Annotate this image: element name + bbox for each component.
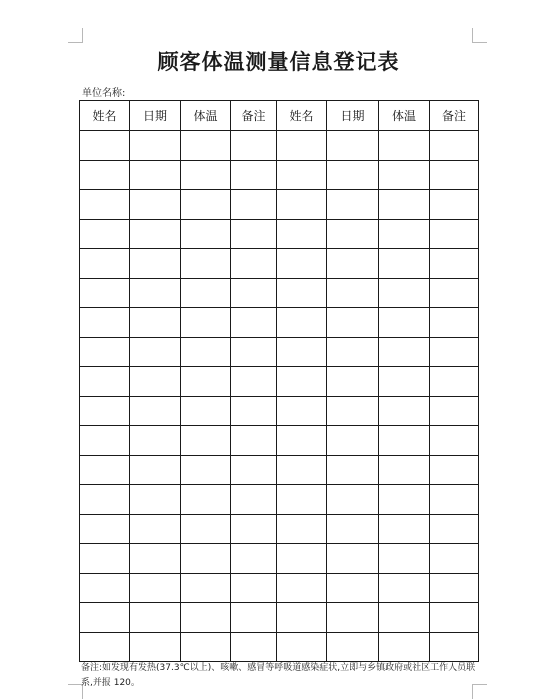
cell-name[interactable] bbox=[80, 514, 130, 544]
cell-date[interactable] bbox=[327, 426, 379, 456]
cell-remarks[interactable] bbox=[231, 160, 277, 190]
cell-date[interactable] bbox=[130, 219, 181, 249]
cell-temperature[interactable] bbox=[181, 337, 231, 367]
cell-name[interactable] bbox=[277, 190, 327, 220]
cell-temperature[interactable] bbox=[181, 632, 231, 662]
cell-date[interactable] bbox=[327, 632, 379, 662]
cell-name[interactable] bbox=[277, 573, 327, 603]
table-header-row bbox=[80, 101, 479, 131]
cell-temperature[interactable] bbox=[379, 337, 430, 367]
column-header-remarks: 备注 bbox=[231, 101, 277, 131]
cell-remarks[interactable] bbox=[430, 190, 479, 220]
cell-name[interactable] bbox=[277, 455, 327, 485]
cell-name[interactable] bbox=[277, 485, 327, 515]
cell-remarks[interactable] bbox=[430, 603, 479, 633]
cell-name[interactable] bbox=[277, 632, 327, 662]
table-row bbox=[80, 249, 479, 279]
cell-remarks[interactable] bbox=[231, 396, 277, 426]
cell-temperature[interactable] bbox=[379, 249, 430, 279]
cell-date[interactable] bbox=[130, 514, 181, 544]
column-header-name: 姓名 bbox=[277, 101, 327, 131]
cell-remarks[interactable] bbox=[430, 337, 479, 367]
cell-remarks[interactable] bbox=[231, 426, 277, 456]
table-row bbox=[80, 573, 479, 603]
cell-remarks[interactable] bbox=[231, 455, 277, 485]
cell-date[interactable] bbox=[130, 603, 181, 633]
cell-temperature[interactable] bbox=[379, 632, 430, 662]
cell-date[interactable] bbox=[130, 249, 181, 279]
table-row bbox=[80, 485, 479, 515]
cell-date[interactable] bbox=[327, 160, 379, 190]
cell-remarks[interactable] bbox=[231, 308, 277, 338]
cell-remarks[interactable] bbox=[231, 249, 277, 279]
cell-date[interactable] bbox=[130, 367, 181, 397]
cell-name[interactable] bbox=[80, 278, 130, 308]
cell-name[interactable] bbox=[277, 514, 327, 544]
cell-date[interactable] bbox=[130, 337, 181, 367]
cell-remarks[interactable] bbox=[231, 367, 277, 397]
cell-date[interactable] bbox=[130, 131, 181, 161]
cell-remarks[interactable] bbox=[430, 131, 479, 161]
cell-remarks[interactable] bbox=[430, 160, 479, 190]
table-row bbox=[80, 160, 479, 190]
table-row bbox=[80, 603, 479, 633]
cell-date[interactable] bbox=[130, 190, 181, 220]
cell-temperature[interactable] bbox=[181, 131, 231, 161]
cell-temperature[interactable] bbox=[181, 426, 231, 456]
cell-temperature[interactable] bbox=[181, 455, 231, 485]
cell-date[interactable] bbox=[327, 514, 379, 544]
cell-temperature[interactable] bbox=[379, 160, 430, 190]
cell-name[interactable] bbox=[277, 308, 327, 338]
cell-temperature[interactable] bbox=[379, 573, 430, 603]
table-row bbox=[80, 219, 479, 249]
cell-temperature[interactable] bbox=[379, 131, 430, 161]
cell-remarks[interactable] bbox=[430, 632, 479, 662]
cell-name[interactable] bbox=[277, 544, 327, 574]
table-row bbox=[80, 278, 479, 308]
cell-remarks[interactable] bbox=[430, 367, 479, 397]
cell-date[interactable] bbox=[327, 573, 379, 603]
cell-date[interactable] bbox=[130, 455, 181, 485]
cell-date[interactable] bbox=[130, 485, 181, 515]
cell-temperature[interactable] bbox=[181, 190, 231, 220]
cell-temperature[interactable] bbox=[181, 367, 231, 397]
table-row bbox=[80, 514, 479, 544]
cell-date[interactable] bbox=[327, 249, 379, 279]
cell-temperature[interactable] bbox=[379, 514, 430, 544]
cell-name[interactable] bbox=[80, 190, 130, 220]
cell-date[interactable] bbox=[327, 219, 379, 249]
cell-temperature[interactable] bbox=[379, 219, 430, 249]
cell-remarks[interactable] bbox=[231, 485, 277, 515]
cell-temperature[interactable] bbox=[379, 603, 430, 633]
cell-temperature[interactable] bbox=[379, 367, 430, 397]
cell-name[interactable] bbox=[277, 219, 327, 249]
cell-temperature[interactable] bbox=[181, 544, 231, 574]
cell-name[interactable] bbox=[80, 308, 130, 338]
cell-remarks[interactable] bbox=[430, 249, 479, 279]
cell-remarks[interactable] bbox=[430, 308, 479, 338]
cell-temperature[interactable] bbox=[181, 308, 231, 338]
cell-remarks[interactable] bbox=[231, 603, 277, 633]
cell-name[interactable] bbox=[277, 131, 327, 161]
document-title: 顾客体温测量信息登记表 bbox=[157, 49, 400, 74]
cell-name[interactable] bbox=[80, 367, 130, 397]
cell-name[interactable] bbox=[80, 249, 130, 279]
cell-date[interactable] bbox=[327, 190, 379, 220]
cell-name[interactable] bbox=[80, 573, 130, 603]
unit-name-label: 单位名称: bbox=[82, 88, 126, 99]
cell-remarks[interactable] bbox=[231, 544, 277, 574]
cell-name[interactable] bbox=[80, 455, 130, 485]
table-row bbox=[80, 544, 479, 574]
table-row bbox=[80, 455, 479, 485]
cell-temperature[interactable] bbox=[181, 485, 231, 515]
cell-temperature[interactable] bbox=[379, 396, 430, 426]
cell-name[interactable] bbox=[80, 544, 130, 574]
cell-date[interactable] bbox=[327, 131, 379, 161]
table-row bbox=[80, 367, 479, 397]
cell-remarks[interactable] bbox=[430, 485, 479, 515]
cell-remarks[interactable] bbox=[430, 396, 479, 426]
cell-date[interactable] bbox=[130, 278, 181, 308]
column-header-name: 姓名 bbox=[80, 101, 130, 131]
cell-name[interactable] bbox=[80, 160, 130, 190]
cell-name[interactable] bbox=[80, 337, 130, 367]
cell-temperature[interactable] bbox=[379, 278, 430, 308]
cell-date[interactable] bbox=[130, 544, 181, 574]
cell-date[interactable] bbox=[327, 337, 379, 367]
cell-remarks[interactable] bbox=[231, 278, 277, 308]
table-row bbox=[80, 131, 479, 161]
temperature-register-table bbox=[79, 100, 479, 662]
column-header-date: 日期 bbox=[130, 101, 181, 131]
cell-name[interactable] bbox=[80, 603, 130, 633]
cell-date[interactable] bbox=[327, 367, 379, 397]
footer-note: 备注:如发现有发热(37.3℃以上)、咳嗽、感冒等呼吸道感染症状,立即与乡镇政府或社区工作人员联系,并报 120。 bbox=[81, 663, 476, 688]
table-body bbox=[80, 131, 479, 662]
table-row bbox=[80, 190, 479, 220]
cell-date[interactable] bbox=[130, 160, 181, 190]
cell-date[interactable] bbox=[130, 632, 181, 662]
column-header-date: 日期 bbox=[327, 101, 379, 131]
cell-date[interactable] bbox=[327, 603, 379, 633]
cell-name[interactable] bbox=[277, 278, 327, 308]
cell-name[interactable] bbox=[277, 160, 327, 190]
page-corner-mark-top-right bbox=[472, 28, 487, 43]
table-row bbox=[80, 308, 479, 338]
table-row bbox=[80, 426, 479, 456]
cell-temperature[interactable] bbox=[379, 426, 430, 456]
table-row bbox=[80, 337, 479, 367]
cell-name[interactable] bbox=[277, 249, 327, 279]
cell-temperature[interactable] bbox=[181, 514, 231, 544]
cell-remarks[interactable] bbox=[430, 219, 479, 249]
cell-remarks[interactable] bbox=[430, 573, 479, 603]
cell-date[interactable] bbox=[327, 455, 379, 485]
cell-name[interactable] bbox=[277, 337, 327, 367]
cell-remarks[interactable] bbox=[430, 455, 479, 485]
cell-temperature[interactable] bbox=[181, 278, 231, 308]
column-header-temperature: 体温 bbox=[379, 101, 430, 131]
cell-remarks[interactable] bbox=[231, 573, 277, 603]
cell-name[interactable] bbox=[80, 219, 130, 249]
cell-temperature[interactable] bbox=[181, 249, 231, 279]
cell-name[interactable] bbox=[80, 632, 130, 662]
table-row bbox=[80, 396, 479, 426]
cell-date[interactable] bbox=[130, 573, 181, 603]
table-row bbox=[80, 632, 479, 662]
cell-name[interactable] bbox=[277, 603, 327, 633]
cell-remarks[interactable] bbox=[231, 131, 277, 161]
column-header-remarks: 备注 bbox=[430, 101, 479, 131]
cell-temperature[interactable] bbox=[181, 396, 231, 426]
cell-remarks[interactable] bbox=[231, 337, 277, 367]
cell-date[interactable] bbox=[130, 426, 181, 456]
cell-name[interactable] bbox=[277, 396, 327, 426]
cell-remarks[interactable] bbox=[231, 514, 277, 544]
cell-remarks[interactable] bbox=[231, 190, 277, 220]
cell-name[interactable] bbox=[80, 485, 130, 515]
page-corner-mark-top-left bbox=[68, 28, 83, 43]
cell-temperature[interactable] bbox=[379, 455, 430, 485]
cell-date[interactable] bbox=[327, 544, 379, 574]
cell-remarks[interactable] bbox=[231, 632, 277, 662]
cell-temperature[interactable] bbox=[181, 219, 231, 249]
cell-remarks[interactable] bbox=[430, 278, 479, 308]
cell-temperature[interactable] bbox=[379, 485, 430, 515]
cell-name[interactable] bbox=[277, 426, 327, 456]
column-header-temperature: 体温 bbox=[181, 101, 231, 131]
cell-remarks[interactable] bbox=[430, 426, 479, 456]
cell-temperature[interactable] bbox=[181, 603, 231, 633]
cell-date[interactable] bbox=[327, 396, 379, 426]
cell-date[interactable] bbox=[327, 278, 379, 308]
cell-temperature[interactable] bbox=[379, 544, 430, 574]
cell-remarks[interactable] bbox=[430, 544, 479, 574]
cell-date[interactable] bbox=[130, 308, 181, 338]
cell-temperature[interactable] bbox=[181, 160, 231, 190]
cell-name[interactable] bbox=[80, 396, 130, 426]
cell-name[interactable] bbox=[80, 426, 130, 456]
cell-temperature[interactable] bbox=[181, 573, 231, 603]
cell-remarks[interactable] bbox=[231, 219, 277, 249]
cell-remarks[interactable] bbox=[430, 514, 479, 544]
cell-date[interactable] bbox=[327, 485, 379, 515]
cell-date[interactable] bbox=[130, 396, 181, 426]
cell-date[interactable] bbox=[327, 308, 379, 338]
cell-name[interactable] bbox=[277, 367, 327, 397]
cell-temperature[interactable] bbox=[379, 308, 430, 338]
cell-name[interactable] bbox=[80, 131, 130, 161]
cell-temperature[interactable] bbox=[379, 190, 430, 220]
